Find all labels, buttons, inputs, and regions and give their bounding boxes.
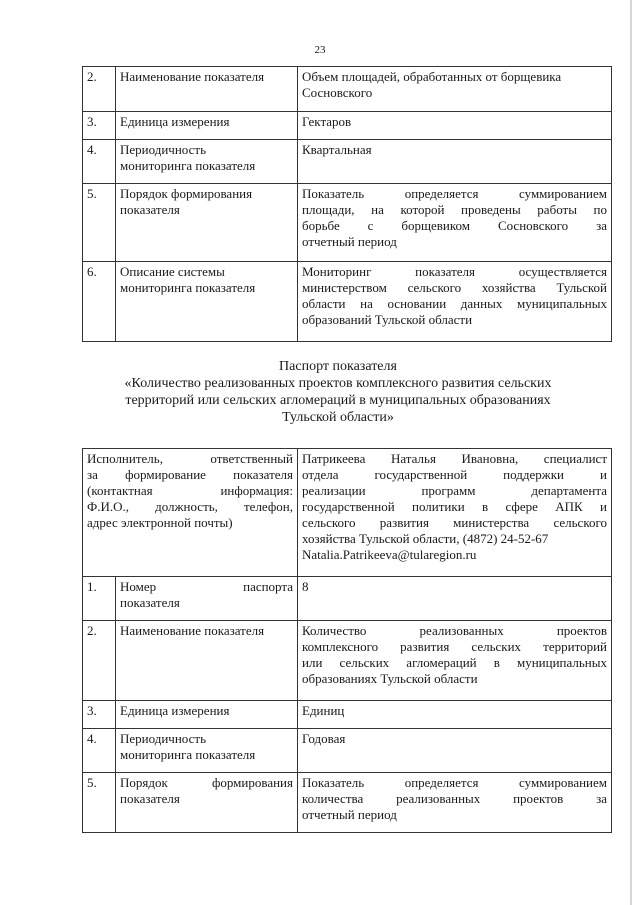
- label-line: Периодичность: [120, 731, 207, 746]
- value-line: Мониторинг показателя осуществляется: [302, 264, 607, 279]
- label-line: мониторинга показателя: [120, 280, 256, 295]
- value-line: Сосновского: [302, 85, 373, 100]
- row-number: 4.: [83, 140, 116, 184]
- value-line: образованиях Тульской области: [302, 671, 478, 686]
- value-line: Показатель определяется суммированием: [302, 186, 607, 201]
- value-line: или сельских агломераций в муниципальных: [302, 655, 607, 670]
- table-row: [83, 773, 612, 833]
- row-label: Наименование показателя: [116, 67, 298, 112]
- passport-table-1: [82, 66, 612, 342]
- row-value: 8: [298, 577, 612, 621]
- executor-label: [83, 449, 298, 577]
- page-number: 23: [314, 44, 326, 56]
- value-line: отчетный период: [302, 234, 397, 249]
- table-row: [83, 701, 612, 729]
- value-line: области на основании данных муниципальных: [302, 296, 607, 311]
- label-line: показателя: [120, 202, 180, 217]
- value-line: хозяйства Тульской области, (4872) 24-52-67: [302, 531, 549, 546]
- table-row: [83, 262, 612, 342]
- row-label: [116, 262, 298, 342]
- table-row: [83, 140, 612, 184]
- value-line: количества реализованных проектов за: [302, 791, 607, 806]
- row-value: Квартальная: [298, 140, 612, 184]
- executor-email: Natalia.Patrikeeva@tularegion.ru: [302, 547, 477, 562]
- table-row-executor: [83, 449, 612, 577]
- table-row: [83, 184, 612, 262]
- label-line: Периодичность: [120, 142, 207, 157]
- row-number: 1.: [83, 577, 116, 621]
- passport-subtitle-line: территорий или сельских агломераций в муниципальных образованиях: [125, 393, 551, 408]
- value-line: отдела государственной поддержки и: [302, 467, 607, 482]
- value-line: отчетный период: [302, 807, 397, 822]
- value-line: реализации программ департамента: [302, 483, 607, 498]
- value-line: Количество реализованных проектов: [302, 623, 607, 638]
- label-line: Исполнитель, ответственный: [87, 451, 293, 466]
- passport-title: Паспорт показателя: [279, 359, 397, 374]
- label-line: показателя: [120, 791, 180, 806]
- row-value: [298, 773, 612, 833]
- value-line: Объем площадей, обработанных от борщевика: [302, 69, 562, 84]
- label-line: Описание системы: [120, 264, 225, 279]
- row-label: Наименование показателя: [116, 621, 298, 701]
- row-number: 3.: [83, 701, 116, 729]
- label-line: показателя: [120, 595, 180, 610]
- value-line: сельского развития министерства сельского: [302, 515, 607, 530]
- table-row: [83, 729, 612, 773]
- row-number: 5.: [83, 184, 116, 262]
- row-value: Гектаров: [298, 112, 612, 140]
- row-value: [298, 262, 612, 342]
- passport-subtitle-line: «Количество реализованных проектов комплексного развития сельских: [124, 376, 552, 391]
- row-value: [298, 184, 612, 262]
- table-row: [83, 67, 612, 112]
- table-row: [83, 621, 612, 701]
- table-row: [83, 577, 612, 621]
- value-line: Патрикеева Наталья Ивановна, специалист: [302, 451, 607, 466]
- value-line: министерством сельского хозяйства Тульской: [302, 280, 607, 295]
- label-line: Порядок формирования: [120, 775, 293, 790]
- row-number: 2.: [83, 67, 116, 112]
- passport-heading: [60, 358, 616, 426]
- label-line: Порядок формирования: [120, 186, 253, 201]
- value-line: Показатель определяется суммированием: [302, 775, 607, 790]
- passport-subtitle-line: Тульской области»: [282, 410, 394, 425]
- label-line: Ф.И.О., должность, телефон,: [87, 499, 293, 514]
- row-number: 2.: [83, 621, 116, 701]
- page-edge-line: [630, 0, 632, 905]
- label-line: Номер паспорта: [120, 579, 293, 594]
- row-value: Единиц: [298, 701, 612, 729]
- row-label: [116, 184, 298, 262]
- label-line: адрес электронной почты): [87, 515, 233, 530]
- row-label: [116, 577, 298, 621]
- value-line: образований Тульской области: [302, 312, 473, 327]
- row-label: [116, 140, 298, 184]
- row-label: [116, 773, 298, 833]
- row-number: 5.: [83, 773, 116, 833]
- value-line: площади, на которой проведены работы по: [302, 202, 607, 217]
- row-label: Единица измерения: [116, 112, 298, 140]
- row-number: 3.: [83, 112, 116, 140]
- row-value: [298, 67, 612, 112]
- value-line: борьбе с борщевиком Сосновского за: [302, 218, 607, 233]
- label-line: мониторинга показателя: [120, 747, 256, 762]
- row-number: 6.: [83, 262, 116, 342]
- row-value: Годовая: [298, 729, 612, 773]
- passport-table-2: [82, 448, 612, 833]
- value-line: государственной политики в сфере АПК и: [302, 499, 607, 514]
- label-line: мониторинга показателя: [120, 158, 256, 173]
- label-line: (контактная информация:: [87, 483, 293, 498]
- table-row: [83, 112, 612, 140]
- row-number: 4.: [83, 729, 116, 773]
- row-value: [298, 621, 612, 701]
- label-line: за формирование показателя: [87, 467, 293, 482]
- row-label: Единица измерения: [116, 701, 298, 729]
- value-line: комплексного развития сельских территорий: [302, 639, 607, 654]
- executor-value: [298, 449, 612, 577]
- row-label: [116, 729, 298, 773]
